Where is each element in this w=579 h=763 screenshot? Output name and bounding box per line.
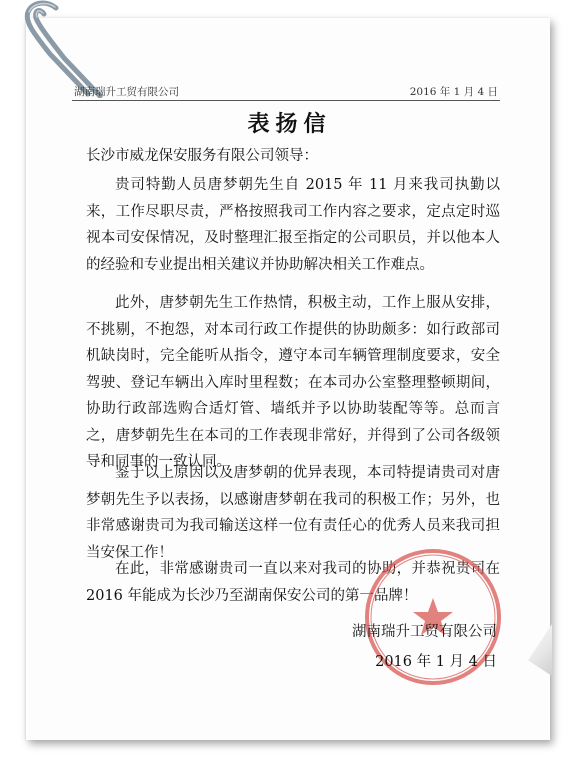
paragraph-3: 鉴于以上原因以及唐梦朝的优异表现，本司特提请贵司对唐梦朝先生予以表扬，以感谢唐梦朝在我司的积极工作；另外，也非常感谢贵司为我司输送这样一位有责任心的优秀人员来我司担当安保工作！ — [86, 465, 500, 561]
signature-company: 湖南瑞升工贸有限公司 — [352, 624, 497, 640]
paragraph-4: 在此，非常感谢贵司一直以来对我司的协助，并恭祝贵司在 2016 年能成为长沙乃至湖南保安公司的第一品牌！ — [86, 561, 500, 604]
signature-date: 2016 年 1 月 4 日 — [375, 654, 497, 670]
page-curl — [522, 624, 552, 676]
letterhead-date: 2016 年 1 月 4 日 — [409, 86, 498, 98]
paragraph-1: 贵司特勤人员唐梦朝先生自 2015 年 11 月来我司执勤以来，工作尽职尽责，严格按照我司工作内容之要求，定点定时巡视本司安保情况，及时整理汇报至指定的公司职员，并以他本人的经验和专业提出相关建议并协助解决相关工作难点。 — [86, 177, 500, 273]
letterhead-company: 湖南瑞升工贸有限公司 — [74, 86, 179, 98]
salutation: 长沙市威龙保安服务有限公司领导： — [86, 148, 318, 164]
letterhead-divider — [72, 100, 500, 101]
letterhead — [74, 84, 498, 100]
letter-title: 表扬信 — [247, 111, 332, 137]
paragraph-2: 此外，唐梦朝先生工作热情，积极主动，工作上服从安排，不挑剔，不抱怨，对本司行政工作提供的协助颇多：如行政部司机缺岗时，完全能听从指令，遵守本司车辆管理制度要求，安全驾驶、登记车辆出入库时里程数；在本司办公室整理整顿期间，协助行政部选购合适灯管、墙纸并予以协助装配等等。总而言之，唐梦朝先生在本司的工作表现非常好，并得到了公司各级领导和同事的一致认同。 — [86, 295, 500, 470]
